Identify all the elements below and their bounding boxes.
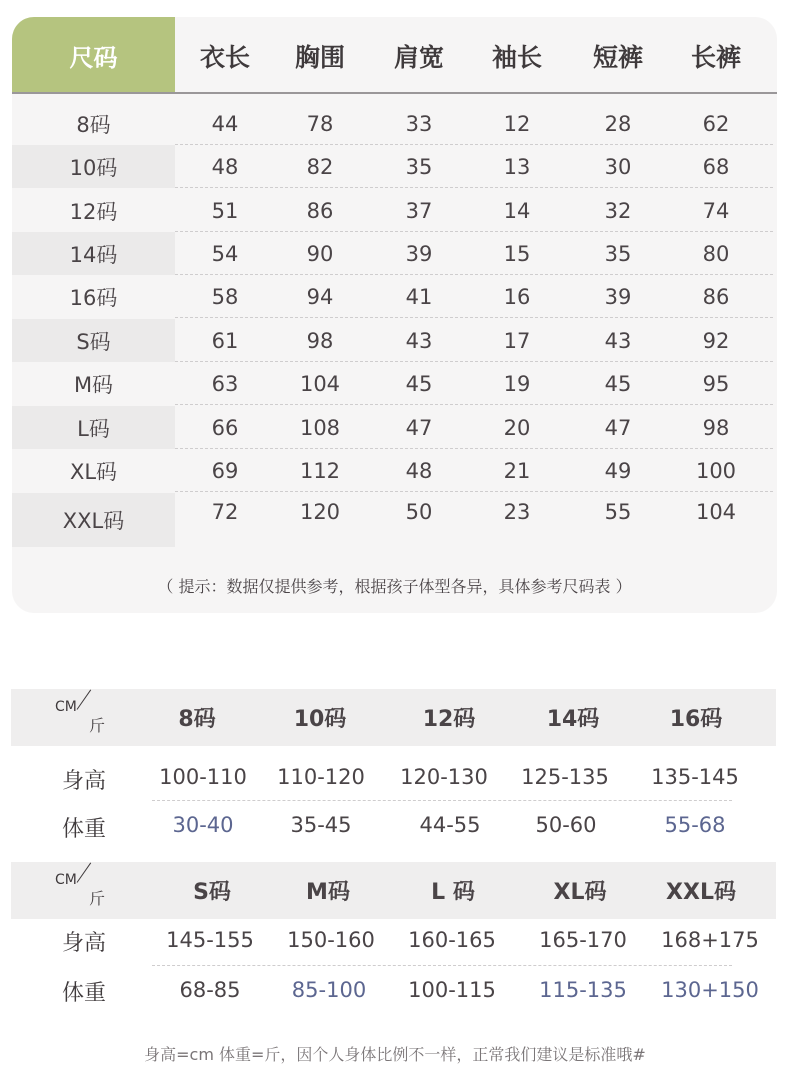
row-size: 8码 <box>76 112 111 137</box>
height-value: 110-120 <box>277 765 365 789</box>
cell-sleeve: 21 <box>503 458 531 483</box>
cell-shorts: 30 <box>604 154 632 179</box>
unit-cm: CM <box>55 699 77 715</box>
cell-sleeve: 20 <box>503 415 531 440</box>
hw-divider <box>152 965 732 966</box>
row-size: XL码 <box>69 459 118 484</box>
height-label: 身高 <box>62 769 107 794</box>
weight-value: 44-55 <box>419 813 481 837</box>
table-row <box>12 493 777 547</box>
unit-slash <box>77 863 92 883</box>
height-value: 160-165 <box>408 928 496 952</box>
weight-value: 68-85 <box>179 978 241 1002</box>
table-row <box>12 102 777 145</box>
height-value: 150-160 <box>287 928 375 952</box>
height-value: 165-170 <box>539 928 627 952</box>
cell-pants: 68 <box>702 154 730 179</box>
weight-value: 130+150 <box>661 978 759 1002</box>
height-value: 168+175 <box>661 928 759 952</box>
unit-slash <box>77 690 92 710</box>
row-size: S码 <box>12 319 175 362</box>
weight-value: 115-135 <box>539 978 627 1002</box>
header-pants: 长裤 <box>690 42 741 72</box>
row-divider <box>175 187 773 188</box>
height-value: 100-110 <box>159 765 247 789</box>
row-divider <box>175 491 773 492</box>
size-note: （ 提示：数据仅提供参考，根据孩子体型各异，具体参考尺码表 ） <box>157 577 632 596</box>
cell-chest: 104 <box>299 371 341 396</box>
weight-value: 85-100 <box>291 978 367 1002</box>
cell-chest: 108 <box>299 415 341 440</box>
cell-shorts: 32 <box>604 198 632 223</box>
row-divider <box>175 317 773 318</box>
height-value: 125-135 <box>521 765 609 789</box>
cell-length: 63 <box>211 371 239 396</box>
cell-shoulder: 45 <box>405 371 433 396</box>
cell-length: 72 <box>211 500 239 524</box>
cell-shorts: 39 <box>604 284 632 309</box>
height-value: 145-155 <box>166 928 254 952</box>
cell-pants: 100 <box>695 458 737 483</box>
cell-shoulder: 37 <box>405 198 433 223</box>
height-value: 120-130 <box>400 765 488 789</box>
cell-length: 44 <box>211 111 239 136</box>
size-table <box>12 17 777 613</box>
weight-value: 55-68 <box>664 813 726 837</box>
hw-size: 16码 <box>669 707 723 732</box>
cell-shorts: 55 <box>604 500 632 524</box>
cell-shorts: 43 <box>604 328 632 353</box>
cell-shoulder: 50 <box>405 500 433 524</box>
height-value: 135-145 <box>651 765 739 789</box>
header-size: 尺码 <box>12 17 175 94</box>
cell-shorts: 35 <box>604 241 632 266</box>
hw-size: M码 <box>306 880 350 905</box>
cell-pants: 104 <box>695 500 737 524</box>
cell-pants: 62 <box>702 111 730 136</box>
unit-label <box>55 872 115 912</box>
cell-pants: 98 <box>702 415 730 440</box>
table-row <box>12 406 777 449</box>
cell-shoulder: 43 <box>405 328 433 353</box>
cell-chest: 94 <box>306 284 334 309</box>
hw-size: XL码 <box>553 880 607 905</box>
hw-size: L 码 <box>431 880 475 905</box>
cell-shorts: 45 <box>604 371 632 396</box>
row-size: M码 <box>73 372 114 397</box>
hw-size: 8码 <box>178 707 216 732</box>
header-chest: 胸围 <box>294 42 345 72</box>
footer-note: 身高=cm 体重=斤，因个人身体比例不一样，正常我们建议是标准哦# <box>144 1045 646 1064</box>
cell-shoulder: 35 <box>405 154 433 179</box>
hw-table-2-header <box>11 862 776 919</box>
table-row <box>12 189 777 232</box>
cell-shorts: 47 <box>604 415 632 440</box>
cell-shorts: 28 <box>604 111 632 136</box>
hw-size: XXL码 <box>666 880 736 905</box>
cell-pants: 74 <box>702 198 730 223</box>
unit-cm: CM <box>55 872 77 888</box>
row-size: L码 <box>12 406 175 449</box>
header-shorts: 短裤 <box>592 42 643 72</box>
cell-pants: 86 <box>702 284 730 309</box>
cell-length: 66 <box>211 415 239 440</box>
cell-shoulder: 48 <box>405 458 433 483</box>
cell-chest: 86 <box>306 198 334 223</box>
cell-sleeve: 23 <box>503 500 531 524</box>
unit-jin: 斤 <box>89 716 106 735</box>
cell-sleeve: 19 <box>503 371 531 396</box>
cell-length: 48 <box>211 154 239 179</box>
weight-label: 体重 <box>62 981 107 1006</box>
row-size: 10码 <box>12 145 175 188</box>
cell-length: 54 <box>211 241 239 266</box>
table-row <box>12 232 777 275</box>
weight-value: 100-115 <box>408 978 496 1002</box>
cell-length: 69 <box>211 458 239 483</box>
row-size: 12码 <box>69 199 118 224</box>
cell-chest: 120 <box>299 500 341 524</box>
cell-sleeve: 13 <box>503 154 531 179</box>
hw-size: 14码 <box>546 707 600 732</box>
table-row <box>12 275 777 318</box>
cell-sleeve: 15 <box>503 241 531 266</box>
cell-chest: 112 <box>299 458 341 483</box>
cell-chest: 98 <box>306 328 334 353</box>
header-sleeve: 袖长 <box>491 42 542 72</box>
cell-pants: 95 <box>702 371 730 396</box>
cell-pants: 80 <box>702 241 730 266</box>
cell-shoulder: 39 <box>405 241 433 266</box>
cell-sleeve: 17 <box>503 328 531 353</box>
hw-size: 10码 <box>293 707 347 732</box>
row-size: XXL码 <box>12 493 175 547</box>
cell-length: 58 <box>211 284 239 309</box>
weight-value: 50-60 <box>535 813 597 837</box>
weight-value: 35-45 <box>290 813 352 837</box>
weight-label: 体重 <box>62 817 107 842</box>
hw-size: S码 <box>193 880 231 905</box>
hw-table-1-header <box>11 689 776 746</box>
cell-length: 61 <box>211 328 239 353</box>
hw-divider <box>152 800 732 801</box>
cell-pants: 92 <box>702 328 730 353</box>
row-size: 16码 <box>69 285 118 310</box>
unit-label <box>55 699 115 739</box>
cell-sleeve: 16 <box>503 284 531 309</box>
weight-value: 30-40 <box>172 813 234 837</box>
cell-length: 51 <box>211 198 239 223</box>
cell-chest: 78 <box>306 111 334 136</box>
cell-sleeve: 14 <box>503 198 531 223</box>
cell-shoulder: 47 <box>405 415 433 440</box>
cell-sleeve: 12 <box>503 111 531 136</box>
row-size: 14码 <box>12 232 175 275</box>
header-length: 衣长 <box>199 42 250 72</box>
header-divider <box>12 92 777 94</box>
size-table-header <box>12 17 777 94</box>
hw-size: 12码 <box>422 707 476 732</box>
table-row <box>12 362 777 405</box>
cell-shoulder: 33 <box>405 111 433 136</box>
table-row <box>12 449 777 492</box>
cell-chest: 90 <box>306 241 334 266</box>
cell-shoulder: 41 <box>405 284 433 309</box>
table-row <box>12 145 777 188</box>
cell-shorts: 49 <box>604 458 632 483</box>
cell-chest: 82 <box>306 154 334 179</box>
height-label: 身高 <box>62 931 107 956</box>
table-row <box>12 319 777 362</box>
unit-jin: 斤 <box>89 889 106 908</box>
header-shoulder: 肩宽 <box>393 42 444 72</box>
row-divider <box>175 404 773 405</box>
